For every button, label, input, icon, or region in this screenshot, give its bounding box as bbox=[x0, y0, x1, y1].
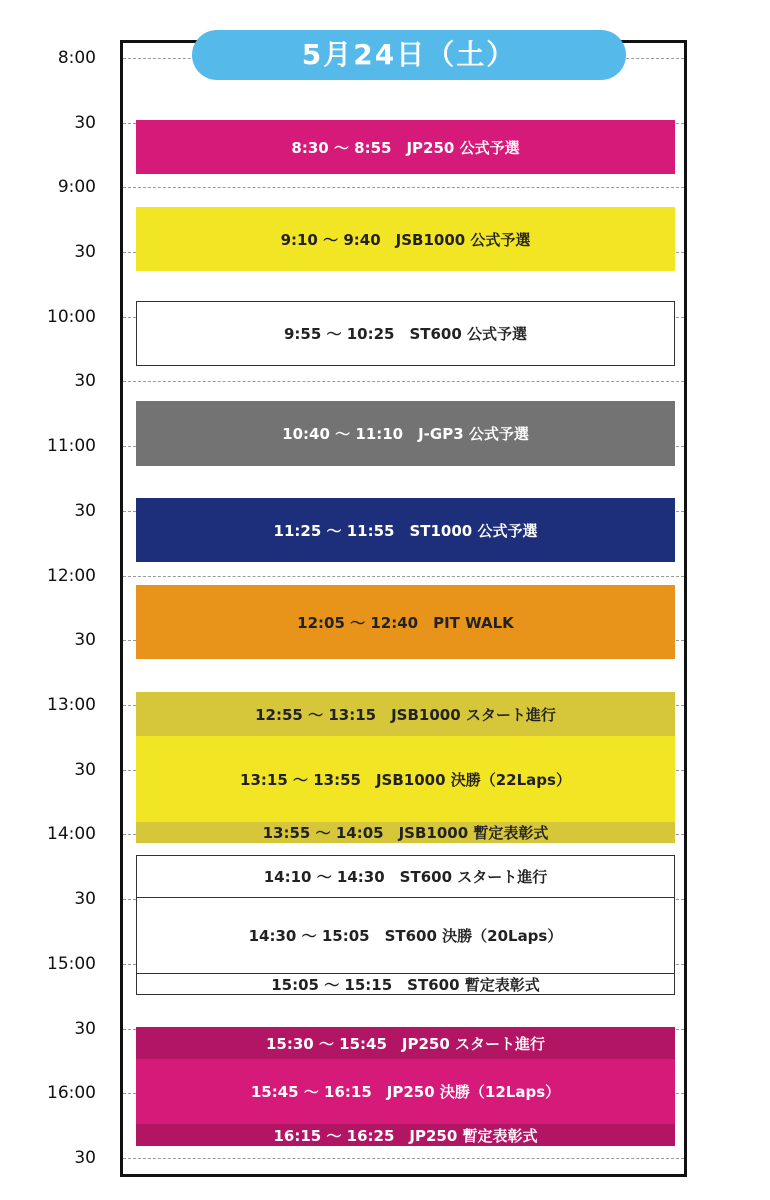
time-label-1200: 12:00 bbox=[47, 566, 96, 586]
grid-line bbox=[123, 187, 684, 188]
event-jp250-podium: 16:15 ～ 16:25 JP250 暫定表彰式 bbox=[136, 1124, 675, 1146]
event-pit-walk: 12:05 ～ 12:40 PIT WALK bbox=[136, 585, 675, 659]
grid-line bbox=[123, 1158, 684, 1159]
event-jsb1000-final: 13:15 ～ 13:55 JSB1000 決勝（22Laps） bbox=[136, 736, 675, 822]
time-label-0800: 8:00 bbox=[57, 48, 96, 68]
event-jp250-qualifying: 8:30 ～ 8:55 JP250 公式予選 bbox=[136, 120, 675, 174]
event-st600-podium: 15:05 ～ 15:15 ST600 暫定表彰式 bbox=[136, 973, 675, 995]
event-st600-final: 14:30 ～ 15:05 ST600 決勝（20Laps） bbox=[136, 898, 675, 973]
time-label-1330: 30 bbox=[74, 760, 96, 780]
event-jp250-start-procedure: 15:30 ～ 15:45 JP250 スタート進行 bbox=[136, 1027, 675, 1059]
time-label-1300: 13:00 bbox=[47, 695, 96, 715]
event-jsb1000-start-procedure: 12:55 ～ 13:15 JSB1000 スタート進行 bbox=[136, 692, 675, 736]
time-label-1030: 30 bbox=[74, 371, 96, 391]
time-label-1530: 30 bbox=[74, 1019, 96, 1039]
time-label-1430: 30 bbox=[74, 889, 96, 909]
time-label-0930: 30 bbox=[74, 242, 96, 262]
grid-line bbox=[123, 576, 684, 577]
event-st600-start-procedure: 14:10 ～ 14:30 ST600 スタート進行 bbox=[136, 855, 675, 898]
time-label-0830: 30 bbox=[74, 113, 96, 133]
time-label-1500: 15:00 bbox=[47, 954, 96, 974]
time-label-1600: 16:00 bbox=[47, 1083, 96, 1103]
event-jsb1000-qualifying: 9:10 ～ 9:40 JSB1000 公式予選 bbox=[136, 207, 675, 271]
grid-line bbox=[123, 381, 684, 382]
event-jp250-final: 15:45 ～ 16:15 JP250 決勝（12Laps） bbox=[136, 1059, 675, 1124]
time-label-1400: 14:00 bbox=[47, 824, 96, 844]
event-st600-qualifying: 9:55 ～ 10:25 ST600 公式予選 bbox=[136, 301, 675, 366]
event-st1000-qualifying: 11:25 ～ 11:55 ST1000 公式予選 bbox=[136, 498, 675, 562]
time-label-1100: 11:00 bbox=[47, 436, 96, 456]
time-label-1230: 30 bbox=[74, 630, 96, 650]
date-header: 5月24日（土） bbox=[192, 30, 626, 80]
time-label-0900: 9:00 bbox=[57, 177, 96, 197]
event-jsb1000-podium: 13:55 ～ 14:05 JSB1000 暫定表彰式 bbox=[136, 822, 675, 843]
time-label-1130: 30 bbox=[74, 501, 96, 521]
time-label-1000: 10:00 bbox=[47, 307, 96, 327]
time-label-1630: 30 bbox=[74, 1148, 96, 1168]
event-jgp3-qualifying: 10:40 ～ 11:10 J-GP3 公式予選 bbox=[136, 401, 675, 466]
